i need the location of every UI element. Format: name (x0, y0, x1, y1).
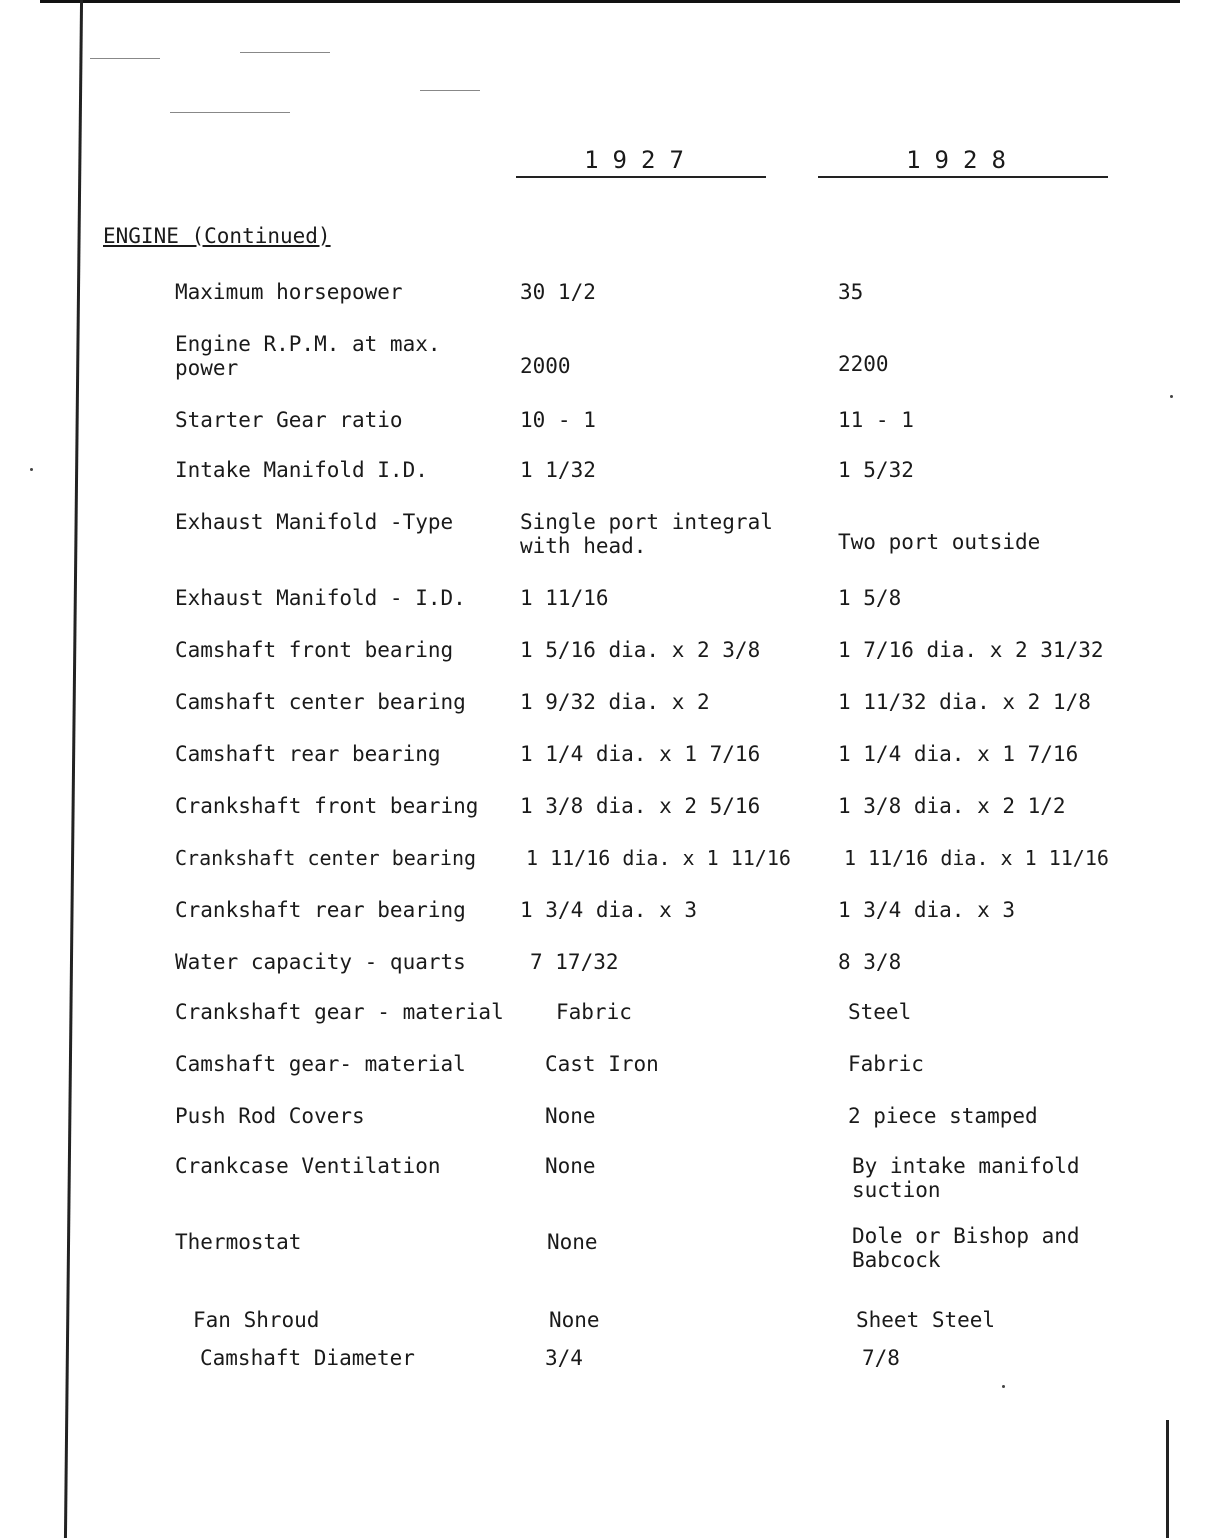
row-label: Crankshaft front bearing (175, 794, 479, 818)
value-1928: 1 11/16 dia. x 1 11/16 (844, 846, 1109, 870)
left-margin-line (64, 0, 83, 1538)
value-1928: By intake manifold suction (852, 1154, 1080, 1202)
value-1928: Steel (848, 1000, 912, 1024)
value-1928: 8 3/8 (838, 950, 902, 974)
row-label: Crankshaft rear bearing (175, 898, 466, 922)
value-1927: None (545, 1104, 596, 1128)
row-label: Camshaft center bearing (175, 690, 466, 714)
row-label: Water capacity - quarts (175, 950, 466, 974)
row-label: Camshaft gear- material (175, 1052, 466, 1076)
row-label: Push Rod Covers (175, 1104, 365, 1128)
value-1927: Single port integral with head. (520, 510, 773, 558)
row-label: Thermostat (175, 1230, 302, 1254)
row-label: Fan Shroud (193, 1308, 320, 1332)
value-1928: 1 5/32 (838, 458, 914, 482)
value-1927: 1 1/32 (520, 458, 596, 482)
value-1928: 11 - 1 (838, 408, 914, 432)
value-1928: 7/8 (862, 1346, 900, 1370)
value-1928: 1 3/8 dia. x 2 1/2 (838, 794, 1066, 818)
row-label: Engine R.P.M. at max. power (175, 332, 441, 380)
value-1928: Dole or Bishop and Babcock (852, 1224, 1080, 1272)
scan-noise (1170, 395, 1173, 398)
value-1927: 1 3/8 dia. x 2 5/16 (520, 794, 761, 818)
row-label: Maximum horsepower (175, 280, 403, 304)
scan-noise (30, 468, 33, 471)
value-1928: 1 3/4 dia. x 3 (838, 898, 1016, 922)
section-title: ENGINE (Continued) (103, 224, 331, 248)
value-1927: 1 11/16 dia. x 1 11/16 (526, 846, 791, 870)
value-1927: 2000 (520, 354, 571, 378)
row-label: Starter Gear ratio (175, 408, 403, 432)
scan-noise (170, 112, 290, 113)
value-1927: Cast Iron (545, 1052, 659, 1076)
row-label: Camshaft front bearing (175, 638, 454, 662)
value-1928: Sheet Steel (856, 1308, 996, 1332)
value-1927: None (549, 1308, 600, 1332)
row-label: Exhaust Manifold -Type (175, 510, 454, 534)
row-label: Crankcase Ventilation (175, 1154, 441, 1178)
value-1927: 1 5/16 dia. x 2 3/8 (520, 638, 761, 662)
row-label: Camshaft Diameter (200, 1346, 415, 1370)
value-1927: 1 1/4 dia. x 1 7/16 (520, 742, 761, 766)
scan-noise (240, 52, 330, 53)
scan-noise (90, 58, 160, 59)
value-1928: 2 piece stamped (848, 1104, 1038, 1128)
value-1927: 3/4 (545, 1346, 583, 1370)
year-1928-header: 1928 (818, 146, 1108, 178)
value-1928: 35 (838, 280, 864, 304)
scan-noise (420, 90, 480, 91)
value-1927: 7 17/32 (530, 950, 619, 974)
value-1928: 1 1/4 dia. x 1 7/16 (838, 742, 1079, 766)
value-1927: Fabric (556, 1000, 632, 1024)
value-1927: 10 - 1 (520, 408, 596, 432)
row-label: Exhaust Manifold - I.D. (175, 586, 466, 610)
value-1928: Fabric (848, 1052, 924, 1076)
value-1928: 2200 (838, 352, 889, 376)
value-1928: 1 5/8 (838, 586, 902, 610)
value-1927: None (547, 1230, 598, 1254)
year-1927-header: 1927 (516, 146, 766, 178)
row-label: Intake Manifold I.D. (175, 458, 428, 482)
value-1927: 1 3/4 dia. x 3 (520, 898, 698, 922)
row-label: Crankshaft gear - material (175, 1000, 504, 1024)
row-label: Crankshaft center bearing (175, 846, 477, 870)
value-1927: 30 1/2 (520, 280, 596, 304)
value-1928: 1 7/16 dia. x 2 31/32 (838, 638, 1104, 662)
top-border-line (40, 0, 1180, 3)
value-1927: None (545, 1154, 596, 1178)
scan-noise (1002, 1385, 1005, 1388)
value-1927: 1 11/16 (520, 586, 609, 610)
row-label: Camshaft rear bearing (175, 742, 441, 766)
value-1927: 1 9/32 dia. x 2 (520, 690, 710, 714)
right-margin-line (1166, 1420, 1169, 1538)
value-1928: 1 11/32 dia. x 2 1/8 (838, 690, 1091, 714)
value-1928: Two port outside (838, 530, 1041, 554)
